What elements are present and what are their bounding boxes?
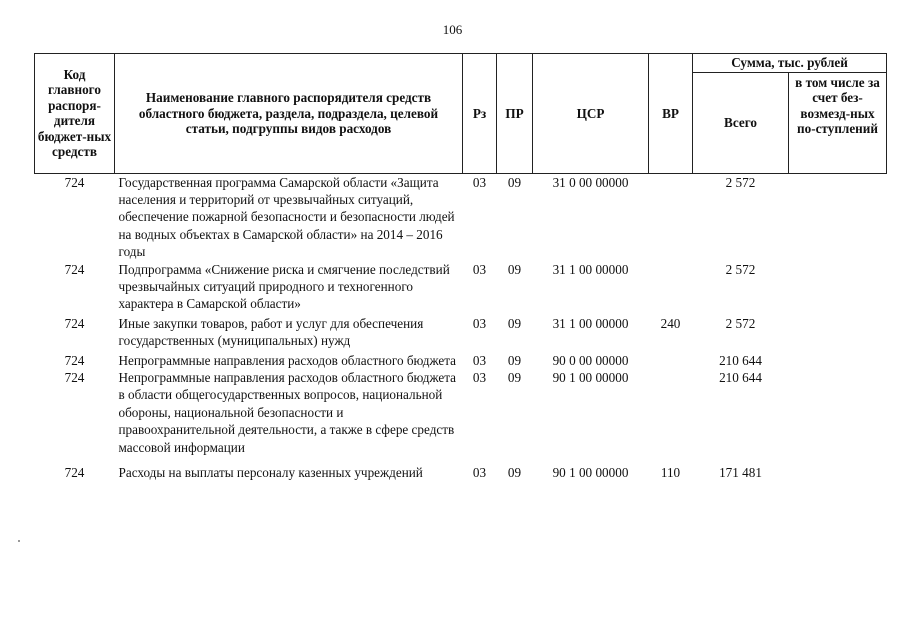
row-gratuitous	[789, 173, 887, 261]
row-total: 2 572	[725, 315, 756, 331]
row-gratuitous	[789, 369, 887, 456]
row-pr: 09	[507, 370, 522, 386]
row-gratuitous	[789, 350, 887, 369]
header-name: Наименование главного распорядителя средств областного бюджета, раздела, подраздела, целевой статьи, подгруппы видов расходов	[115, 54, 463, 174]
row-pr: 09	[507, 315, 522, 331]
header-code: Код главного распоря-дителя бюджет-ных средств	[35, 54, 115, 174]
row-rz: 03	[472, 315, 487, 331]
row-gratuitous	[789, 456, 887, 481]
row-total: 171 481	[719, 465, 762, 481]
row-pr: 09	[507, 174, 522, 190]
row-code: 724	[64, 352, 85, 368]
row-name: Непрограммные направления расходов областного бюджета в области общегосударственных вопросов, национальной обороны, национальной безопасности и правоохранительной деятельности, а также в сфере средств массовой информации	[118, 370, 457, 455]
row-pr: 09	[507, 465, 522, 481]
scan-speck	[18, 540, 20, 542]
row-vr	[649, 173, 693, 261]
row-rz: 03	[472, 261, 487, 277]
header-gratuitous: в том числе за счет без-возмезд-ных по-ступлений	[789, 72, 887, 173]
row-code: 724	[64, 261, 85, 277]
row-vr	[649, 350, 693, 369]
row-name: Иные закупки товаров, работ и услуг для обеспечения государственных (муниципальных) нужд	[118, 315, 424, 349]
row-csr: 90 0 00 00000	[552, 352, 629, 368]
table-row	[35, 313, 887, 350]
row-rz: 03	[472, 174, 487, 190]
row-gratuitous	[789, 313, 887, 350]
header-total: Всего	[693, 72, 789, 173]
table-row	[35, 261, 887, 313]
row-code: 724	[64, 370, 85, 386]
row-name: Расходы на выплаты персоналу казенных учреждений	[118, 465, 423, 481]
row-vr: 240	[660, 315, 681, 331]
table-row	[35, 350, 887, 369]
row-code: 724	[64, 174, 85, 190]
budget-table	[34, 53, 887, 482]
row-vr	[649, 369, 693, 456]
row-total: 210 644	[719, 352, 762, 368]
row-name: Подпрограмма «Снижение риска и смягчение последствий чрезвычайных ситуаций природного и техногенного характера в Самарской области»	[118, 261, 450, 312]
row-rz: 03	[472, 465, 487, 481]
row-csr: 90 1 00 00000	[552, 370, 629, 386]
row-code: 724	[64, 315, 85, 331]
row-vr	[649, 261, 693, 313]
row-pr: 09	[507, 352, 522, 368]
row-name: Непрограммные направления расходов областного бюджета	[118, 352, 457, 368]
row-total: 2 572	[725, 261, 756, 277]
page-number: 106	[442, 22, 463, 37]
table-row	[35, 369, 887, 456]
header-sum: Сумма, тыс. рублей	[693, 54, 887, 73]
row-pr: 09	[507, 261, 522, 277]
header-vr: ВР	[649, 54, 693, 174]
table-header	[35, 54, 887, 174]
header-rz: Рз	[463, 54, 497, 174]
row-rz: 03	[472, 352, 487, 368]
row-csr: 90 1 00 00000	[552, 465, 629, 481]
table-body	[35, 173, 887, 481]
row-gratuitous	[789, 261, 887, 313]
row-vr: 110	[660, 465, 681, 481]
header-csr: ЦСР	[533, 54, 649, 174]
row-csr: 31 0 00 00000	[552, 174, 629, 190]
row-name: Государственная программа Самарской области «Защита населения и территорий от чрезвычайных ситуаций, обеспечение пожарной безопасности и безопасности людей на водных объектах в Самарской области» на 2014 – 2016 годы	[118, 174, 455, 260]
row-total: 210 644	[719, 370, 762, 386]
row-code: 724	[64, 465, 85, 481]
row-rz: 03	[472, 370, 487, 386]
row-total: 2 572	[725, 174, 756, 190]
table-row	[35, 173, 887, 261]
row-csr: 31 1 00 00000	[552, 261, 629, 277]
header-pr: ПР	[497, 54, 533, 174]
row-csr: 31 1 00 00000	[552, 315, 629, 331]
table-row	[35, 456, 887, 481]
